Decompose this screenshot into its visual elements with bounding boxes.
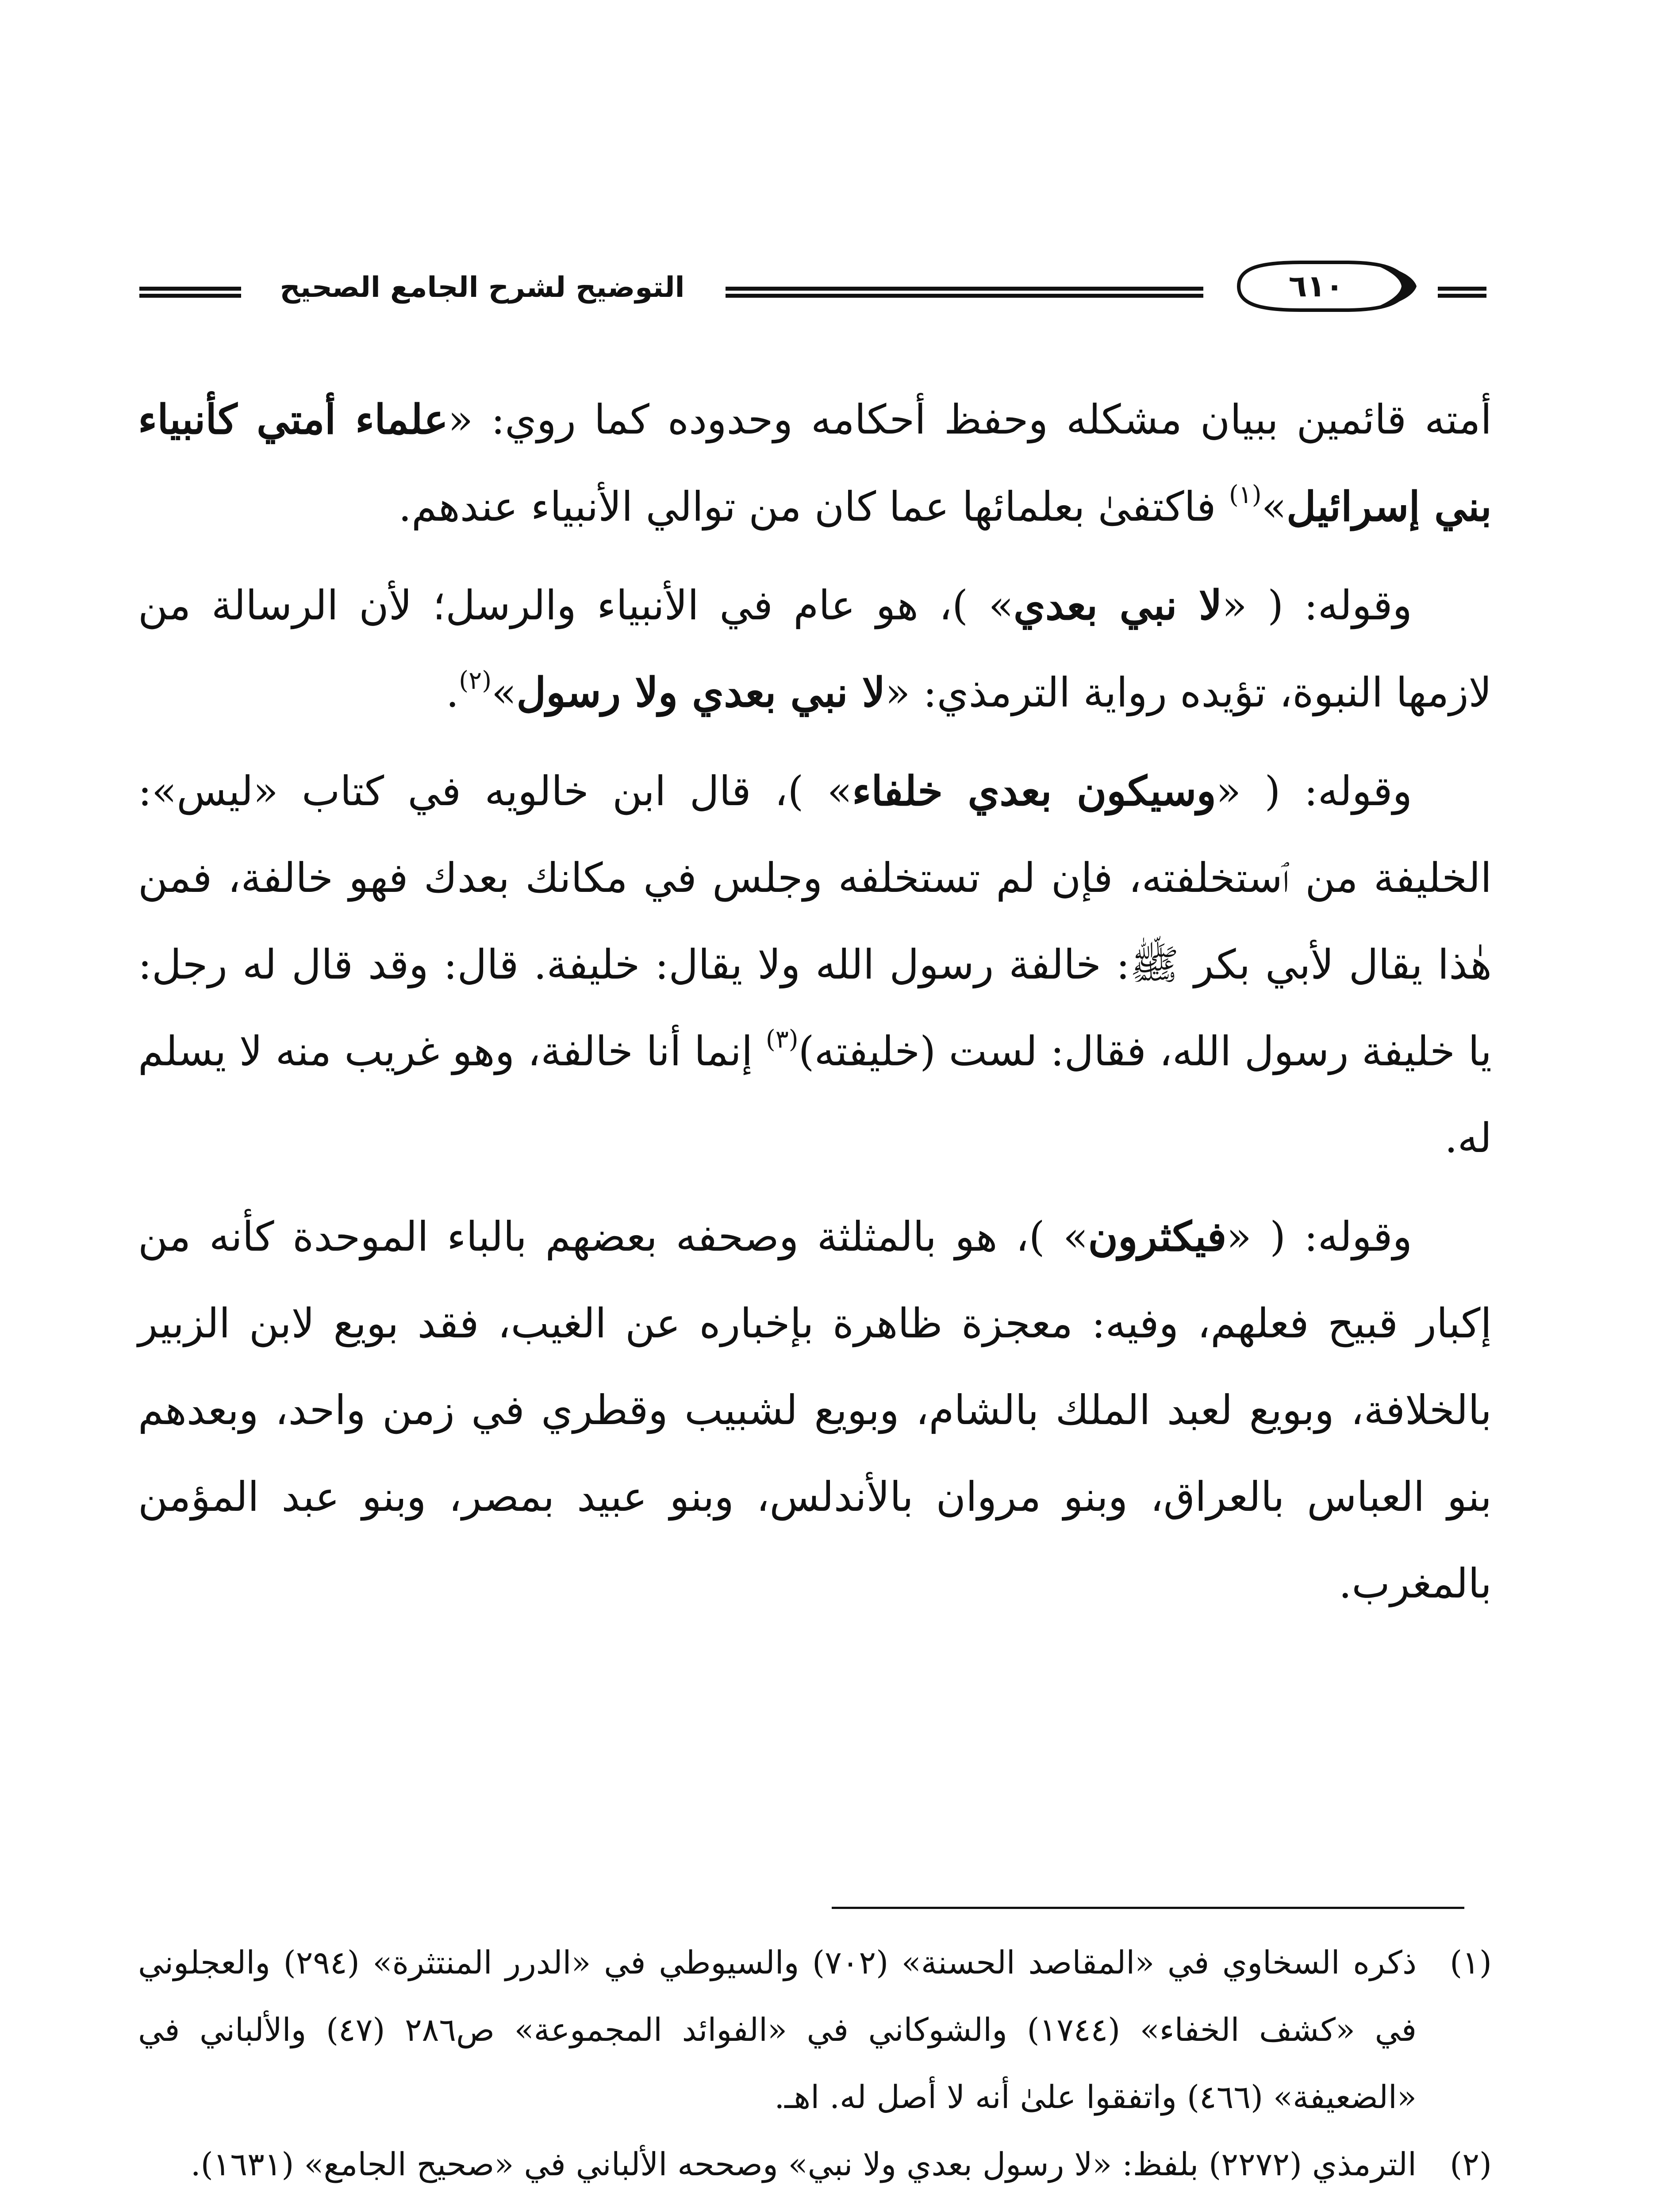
page-number-badge (1212, 259, 1420, 314)
paragraph-3 (138, 748, 1492, 1182)
hadith-quote: وسيكون بعدي خلفاء (852, 767, 1216, 815)
footnote-mark (1417, 2198, 1492, 2212)
footnote-text: ذكره السخاوي في «المقاصد الحسنة» (٧٠٢) والسيوطي في «الدرر المنتثرة» (٢٩٤) والعجلوني في «كشف الخفاء» (١٧٤٤) والشوكاني في «الفوائد المجموعة» ص٢٨٦ (٤٧) والألباني في «الضعيفة» (٤٦٦) واتفقوا علىٰ أنه لا أصل له. اهـ. (138, 1944, 1417, 2116)
text-run: » )، هو عام في الأنبياء والرسل؛ لأن الرسالة من لازمها النبوة، تؤيده رواية الترمذي: « (138, 582, 1492, 716)
hadith-quote: فيكثرون (1088, 1213, 1227, 1260)
hadith-quote: لا نبي بعدي ولا رسول (516, 668, 886, 716)
text-run: » (492, 669, 517, 716)
text-run: أمته قائمين ببيان مشكله وحفظ أحكامه وحدوده كما روي: « (448, 396, 1492, 443)
running-title: التوضيح لشرح الجامع الصحيح (280, 271, 685, 304)
footnote-ref-1[interactable]: (١) (1229, 480, 1262, 509)
text-run: وقوله: ( « (1226, 1213, 1413, 1260)
footnote-separator (832, 1907, 1464, 1909)
footnote-ref-2[interactable]: (٢) (459, 666, 492, 695)
main-text (138, 376, 1492, 1639)
footnote-ref-3[interactable]: (٣) (765, 1025, 799, 1054)
footnote-mark: (٢) (1450, 2146, 1492, 2183)
header-rule-right (1438, 287, 1486, 298)
page-number: ٦١٠ (1288, 269, 1344, 304)
text-run: » (1261, 483, 1286, 530)
footnote-3 (138, 2198, 1492, 2212)
hadith-quote: لا نبي بعدي (1013, 581, 1222, 629)
text-run: » )، قال ابن خالويه في كتاب «ليس»: الخليفة من ٱستخلفته، فإن لم تستخلفه وجلس في مكانك بعدك فهو خالفة، فمن هٰذا يقال لأبي بكر ﷺ: خالفة رسول الله ولا يقال: خليفة. قال: وقد قال له رجل: يا خليفة رسول الله، فقال: لست (خليفته) (138, 768, 1492, 1075)
header-rule-middle (726, 287, 1203, 298)
paragraph-2 (138, 562, 1492, 736)
paragraph-1 (138, 376, 1492, 550)
footnote-text (138, 2198, 1417, 2212)
text-run: . (446, 669, 459, 716)
footnote-1 (138, 1929, 1492, 2131)
paragraph-4 (138, 1193, 1492, 1627)
text-run: » )، هو بالمثلثة وصحفه بعضهم بالباء الموحدة كأنه من إكبار قبيح فعلهم، وفيه: معجزة ظاهرة بإخباره عن الغيب، فقد بويع لابن الزبير بالخلافة، وبويع لعبد الملك بالشام، وبويع لشبيب وقطري في زمن واحد، وبعدهم بنو العباس بالعراق، وبنو مروان بالأندلس، وبنو عبيد بمصر، وبنو عبد المؤمن بالمغرب. (138, 1213, 1492, 1607)
text-run: وقوله: ( « (1222, 582, 1412, 629)
hadith-quote: علماء أمتي كأنبياء بني إسرائيل (138, 396, 1492, 530)
footnote-mark: (١) (1450, 1944, 1492, 1981)
text-run: إنما أنا خالفة، وهو غريب منه لا يسلم له. (138, 1028, 1492, 1162)
text-run: فاكتفىٰ بعلمائها عما كان من توالي الأنبياء عندهم. (398, 483, 1229, 530)
footnotes (138, 1929, 1492, 2212)
footnote-2 (138, 2131, 1492, 2198)
footnote-text: الترمذي (٢٢٧٢) بلفظ: «لا رسول بعدي ولا نبي» وصححه الألباني في «صحيح الجامع» (١٦٣١). (190, 2146, 1417, 2183)
header-rule-left (139, 287, 241, 298)
text-run: وقوله: ( « (1216, 768, 1412, 815)
